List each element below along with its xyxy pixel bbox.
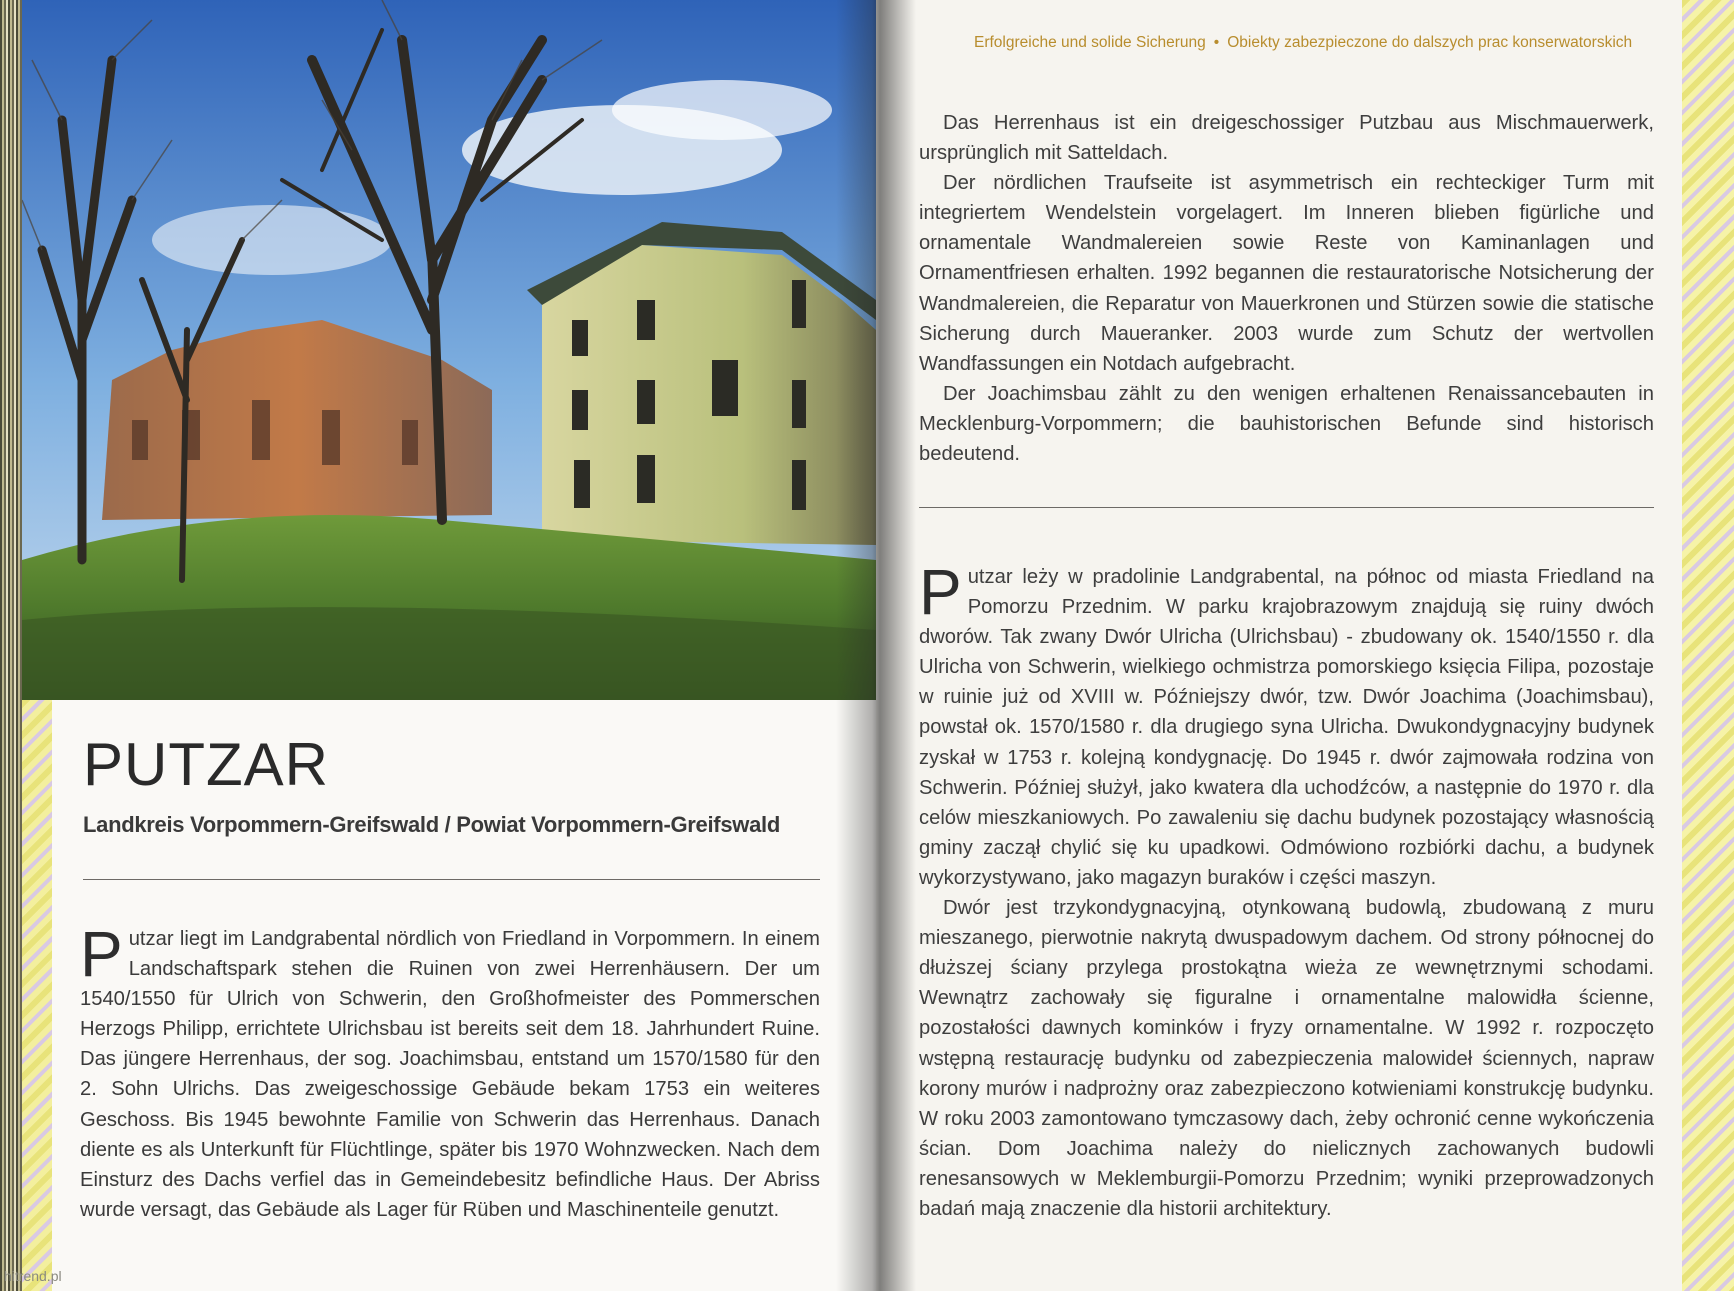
running-header-pl: Obiekty zabezpieczone do dalszych prac konserwatorskich [1227, 34, 1633, 51]
running-header-de: Erfolgreiche und solide Sicherung [974, 34, 1206, 51]
right-page [876, 0, 1734, 1291]
drop-cap: P [919, 556, 962, 628]
ruins-illustration [22, 0, 876, 700]
separator: • [1213, 34, 1220, 51]
page-title: PUTZAR [83, 731, 329, 798]
drop-cap: P [80, 918, 123, 990]
body-text-pl [919, 556, 1654, 1224]
paragraph-text: utzar leży w pradolinie Landgrabental, na północ od miasta Friedland na Pomorzu Przednim. W parku krajobrazowym znajdują się ruiny dwóch dworów. Tak zwany Dwór Ulricha (Ulrichsbau) - zbudowany ok. 1540/1550 r. dla Ulricha von Schwerin, wielkiego ochmistrza pomorskiego księcia Filipa, pozostaje w ruinie już od XVIII w. Późniejszy dwór, tzw. Dwór Joachima (Joachimsbau), powstał ok. 1570/1580 r. dla drugiego syna Ulricha. Dwukondygnacyjny budynek zyskał w 1753 r. kolejną kondygnację. Do 1945 r. dwór zajmowała rodzina von Schwerin. Później służył, jako kwatera dla uchodźców, a następnie do 1970 r. dla celów mieszkaniowych. Po zawaleniu się dachu budynek pozostający własnością gminy zaczął chylić się ku upadkowi. Odmówiono rozbiórki dachu, a budynek wykorzystywano, jako magazyn buraków i części maszyn. [919, 566, 1654, 889]
divider [83, 879, 820, 880]
paragraph: Das Herrenhaus ist ein dreigeschossiger Putzbau aus Mischmauerwerk, ursprünglich mit Satteldach. [919, 112, 1654, 165]
body-text-de [80, 918, 820, 1225]
paragraph [919, 556, 1654, 893]
page-edge [0, 0, 22, 1291]
paragraph: Dwór jest trzykondygnacyjną, otynkowaną budowlą, zbudowaną z muru mieszanego, pierwotnie nakrytą dwuspadowym dachem. Od strony północnej do dłuższej ściany przylega prostokątna wieża ze wewnętrznymi schodami. Wewnątrz zachowały się figuralne i ornamentalne malowidła ścienne, pozostałości dawnych kominków i fryzy ornamentalne. W 1992 r. rozpoczęto wstępną restaurację budynku od zabezpieczenia malowideł ściennych, napraw korony murów i nadprożny oraz zabezpieczono kotwieniami konstrukcję budynku. W roku 2003 zamontowano tymczasowy dach, żeby ochronić cenne wykończenia ścian. Dom Joachima należy do nielicznych zachowanych budowli renesansowych w Meklemburgii-Pomorzu Przednim; wyniki przeprowadzonych badań mają znaczenie dla historii architektury. [919, 897, 1654, 1220]
decorative-stripe [1682, 0, 1734, 1291]
watermark: hitrend.pl [4, 1268, 62, 1284]
paragraph: Der Joachimsbau zählt zu den wenigen erhaltenen Renaissancebauten in Mecklenburg-Vorpommern; die bauhistorischen Befunde sind historisch bedeutend. [919, 382, 1654, 466]
decorative-stripe [22, 700, 52, 1291]
photo-of-ruins [22, 0, 876, 700]
page-subtitle: Landkreis Vorpommern-Greifswald / Powiat Vorpommern-Greifswald [83, 812, 780, 837]
paragraph: utzar liegt im Landgrabental nördlich von Friedland in Vorpommern. In einem Landschaftspark stehen die Ruinen von zwei Herrenhäusern. Der um 1540/1550 für Ulrich von Schwerin, den Großhofmeister des Pommerschen Herzogs Philipp, errichtete Ulrichsbau ist bereits seit dem 18. Jahrhundert Ruine. Das jüngere Herrenhaus, der sog. Joachimsbau, entstand um 1570/1580 für den 2. Sohn Ulrichs. Das zweigeschossige Gebäude bekam 1753 ein weiteres Geschoss. Bis 1945 bewohnte Familie von Schwerin das Herrenhaus. Danach diente es als Unterkunft für Flüchtlinge, später bis 1970 Wohnzwecken. Nach dem Einsturz des Dachs verfiel das in Gemeindebesitz befindliche Haus. Der Abriss wurde versagt, das Gebäude als Lager für Rüben und Maschinenteile genutzt. [80, 928, 820, 1221]
paragraph: Der nördlichen Traufseite ist asymmetrisch ein rechteckiger Turm mit integriertem Wendelstein vorgelagert. Im Inneren blieben figürliche und ornamentale Wandmalereien sowie Reste von Kaminanlagen und Ornamentfriesen erhalten. 1992 begannen die restauratorische Notsicherung der Wandmalereien, die Reparatur von Mauerkronen und Stürzen sowie die statische Sicherung durch Maueranker. 2003 wurde zum Schutz der wertvollen Wandfassungen ein Notdach aufgebracht. [919, 172, 1654, 375]
body-text-de-continued [919, 108, 1654, 469]
running-header [974, 34, 1632, 52]
divider [919, 507, 1654, 508]
